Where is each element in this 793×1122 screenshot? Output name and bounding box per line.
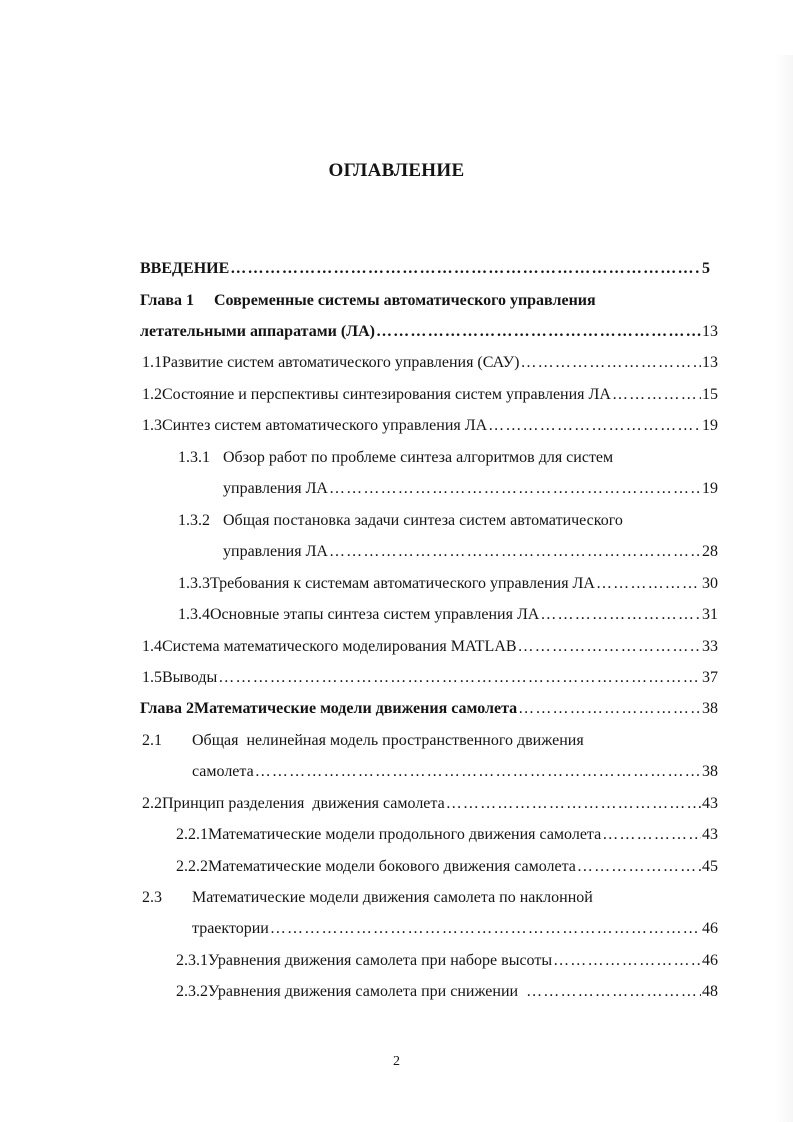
toc-entry-text: ВВЕДЕНИЕ xyxy=(140,260,230,277)
toc-entry-1-3-4[interactable] xyxy=(178,604,718,626)
toc-entry-page: 13 xyxy=(702,323,718,340)
toc-entry-2-3[interactable] xyxy=(142,887,718,909)
toc-entry-page: 48 xyxy=(702,983,718,1000)
toc-entry-number: Глава 2 xyxy=(140,700,194,717)
page-number: 2 xyxy=(393,1054,400,1069)
toc-entry-number: Глава 1 xyxy=(140,292,194,309)
toc-entry-1-3-1-cont[interactable] xyxy=(223,478,718,500)
toc-entry-text: управления ЛА xyxy=(223,480,328,497)
toc-entry-number: 1.3 xyxy=(142,417,162,434)
dot-leader xyxy=(218,667,701,689)
toc-entry-number: 1.5 xyxy=(142,669,162,686)
toc-entry-page: 31 xyxy=(702,606,718,623)
toc-entry-number: 2.2.2 xyxy=(176,858,208,875)
toc-entry-2-3-1[interactable] xyxy=(176,950,718,972)
toc-entry-2-3-2[interactable] xyxy=(176,981,718,1003)
toc-entry-introduction[interactable] xyxy=(140,258,710,280)
dot-leader xyxy=(376,321,701,343)
toc-entry-number: 2.2 xyxy=(142,795,162,812)
toc-entry-2-2-1[interactable] xyxy=(176,824,718,846)
toc-entry-text: Общая нелинейная модель пространственного движения xyxy=(192,732,584,749)
toc-entry-2-1-cont[interactable] xyxy=(192,761,718,783)
toc-entry-text: Основные этапы синтеза систем управления ЛА xyxy=(210,606,540,623)
toc-entry-1-3-1[interactable] xyxy=(178,447,718,469)
toc-entry-text: Система математического моделирования MATLAB xyxy=(162,638,517,655)
toc-entry-1-2[interactable] xyxy=(142,384,718,406)
toc-entry-2-2-2[interactable] xyxy=(176,856,718,878)
toc-entry-number: 2.3.2 xyxy=(176,983,208,1000)
toc-entry-text: самолета xyxy=(192,763,254,780)
dot-leader xyxy=(446,793,701,815)
toc-entry-page: 38 xyxy=(702,700,718,717)
dot-leader xyxy=(518,636,701,658)
toc-entry-page: 37 xyxy=(702,669,718,686)
toc-entry-number: 2.3.1 xyxy=(176,952,208,969)
toc-entry-text: Развитие систем автоматического управления (САУ) xyxy=(162,354,520,371)
toc-entry-page: 46 xyxy=(702,952,718,969)
toc-entry-text: Математические модели движения самолета xyxy=(194,700,518,717)
toc-entry-number: 1.2 xyxy=(142,386,162,403)
toc-entry-1-4[interactable] xyxy=(142,636,718,658)
toc-entry-chapter-1[interactable] xyxy=(140,290,720,312)
toc-entry-text: Уравнения движения самолета при наборе высоты xyxy=(208,952,553,969)
dot-leader xyxy=(553,950,701,972)
toc-entry-page: 43 xyxy=(702,826,718,843)
dot-leader xyxy=(329,541,701,563)
dot-leader xyxy=(577,856,701,878)
toc-entry-text: Современные системы автоматического управления xyxy=(214,292,596,309)
dot-leader xyxy=(270,918,701,940)
toc-entry-page: 19 xyxy=(702,480,718,497)
toc-entry-page: 45 xyxy=(702,858,718,875)
dot-leader xyxy=(540,604,701,626)
toc-entry-number: 1.3.1 xyxy=(178,449,210,466)
toc-entry-number: 1.3.4 xyxy=(178,606,210,623)
toc-entry-text: Математические модели бокового движения самолета xyxy=(208,858,576,875)
toc-entry-number: 1.3.2 xyxy=(178,512,210,529)
toc-entry-2-1[interactable] xyxy=(142,730,718,752)
toc-entry-1-1[interactable] xyxy=(142,352,718,374)
toc-entry-text: траектории xyxy=(192,920,269,937)
dot-leader xyxy=(255,761,701,783)
toc-entry-page: 5 xyxy=(702,260,710,277)
toc-entry-page: 33 xyxy=(702,638,718,655)
toc-entry-1-3[interactable] xyxy=(142,415,718,437)
dot-leader xyxy=(520,352,701,374)
toc-entry-text: управления ЛА xyxy=(223,543,328,560)
toc-entry-text: Состояние и перспективы синтезирования систем управления ЛА xyxy=(162,386,611,403)
toc-entry-page: 19 xyxy=(702,417,718,434)
toc-entry-number: 2.2.1 xyxy=(176,826,208,843)
toc-entry-number: 1.3.3 xyxy=(178,575,210,592)
dot-leader xyxy=(518,698,701,720)
dot-leader xyxy=(329,478,701,500)
toc-entry-chapter-2[interactable] xyxy=(140,698,718,720)
toc-entry-text: Математические модели движения самолета по наклонной xyxy=(192,889,593,906)
toc-entry-number: 1.4 xyxy=(142,638,162,655)
dot-leader xyxy=(602,824,701,846)
toc-entry-page: 28 xyxy=(702,543,718,560)
toc-entry-number: 2.1 xyxy=(142,732,162,749)
toc-entry-page: 15 xyxy=(702,386,718,403)
toc-title: ОГЛАВЛЕНИЕ xyxy=(328,160,465,181)
toc-entry-text: Требования к системам автоматического управления ЛА xyxy=(210,575,595,592)
toc-entry-text: Уравнения движения самолета при снижении xyxy=(208,983,519,1000)
dot-leader xyxy=(230,258,701,280)
toc-entry-2-2[interactable] xyxy=(142,793,718,815)
toc-entry-1-3-3[interactable] xyxy=(178,573,718,595)
toc-entry-text: Математические модели продольного движения самолета xyxy=(208,826,602,843)
toc-entry-text: Обзор работ по проблеме синтеза алгоритмов для систем xyxy=(223,449,614,466)
toc-entry-page: 13 xyxy=(702,354,718,371)
toc-entry-page: 30 xyxy=(702,575,718,592)
toc-entry-chapter-1-cont[interactable] xyxy=(140,321,718,343)
toc-entry-1-3-2[interactable] xyxy=(178,510,718,532)
toc-entry-text: летательными аппаратами (ЛА) xyxy=(140,323,375,340)
toc-entry-text: Выводы xyxy=(162,669,218,686)
toc-entry-text: Принцип разделения движения самолета xyxy=(162,795,445,812)
toc-entry-text: Общая постановка задачи синтеза систем автоматического xyxy=(223,512,623,529)
toc-entry-2-3-cont[interactable] xyxy=(192,918,718,940)
toc-entry-page: 43 xyxy=(702,795,718,812)
toc-entry-number: 1.1 xyxy=(142,354,162,371)
toc-entry-text: Синтез систем автоматического управления ЛА xyxy=(162,417,488,434)
toc-entry-number: 2.3 xyxy=(142,889,162,906)
dot-leader xyxy=(612,384,701,406)
dot-leader xyxy=(596,573,701,595)
dot-leader xyxy=(488,415,701,437)
toc-entry-1-3-2-cont[interactable] xyxy=(223,541,718,563)
toc-entry-1-5[interactable] xyxy=(142,667,718,689)
toc-entry-page: 46 xyxy=(702,920,718,937)
toc-entry-page: 38 xyxy=(702,763,718,780)
dot-leader xyxy=(526,981,701,1003)
